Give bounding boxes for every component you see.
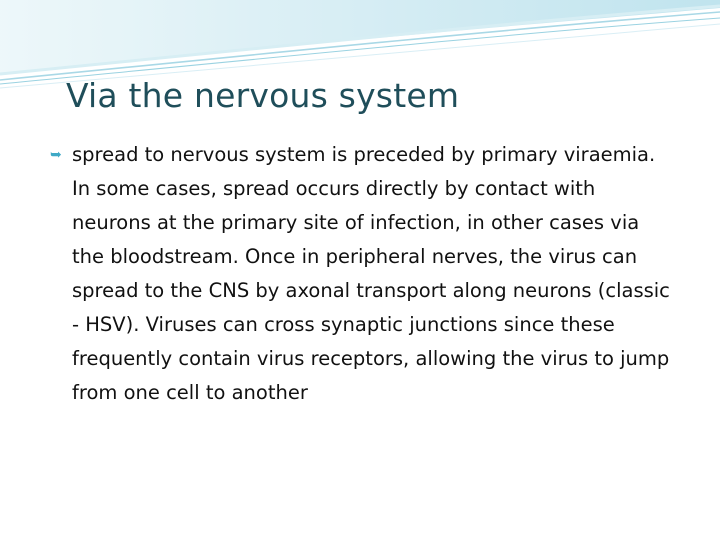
arrow-bullet-icon: ➥ xyxy=(50,147,62,163)
bullet-list xyxy=(44,138,674,410)
bullet-item xyxy=(44,138,674,410)
slide-title: Via the nervous system xyxy=(66,76,460,115)
bullet-text: spread to nervous system is preceded by primary viraemia. In some cases, spread occurs directly by contact with neurons at the primary site of infection, in other cases via the bloodstream. Once in peripheral nerves, the virus can spread to the CNS by axonal transport along neurons (classic - HSV). Viruses can cross synaptic junctions since these frequently contain virus receptors, allowing the virus to jump from one cell to another xyxy=(72,143,670,404)
